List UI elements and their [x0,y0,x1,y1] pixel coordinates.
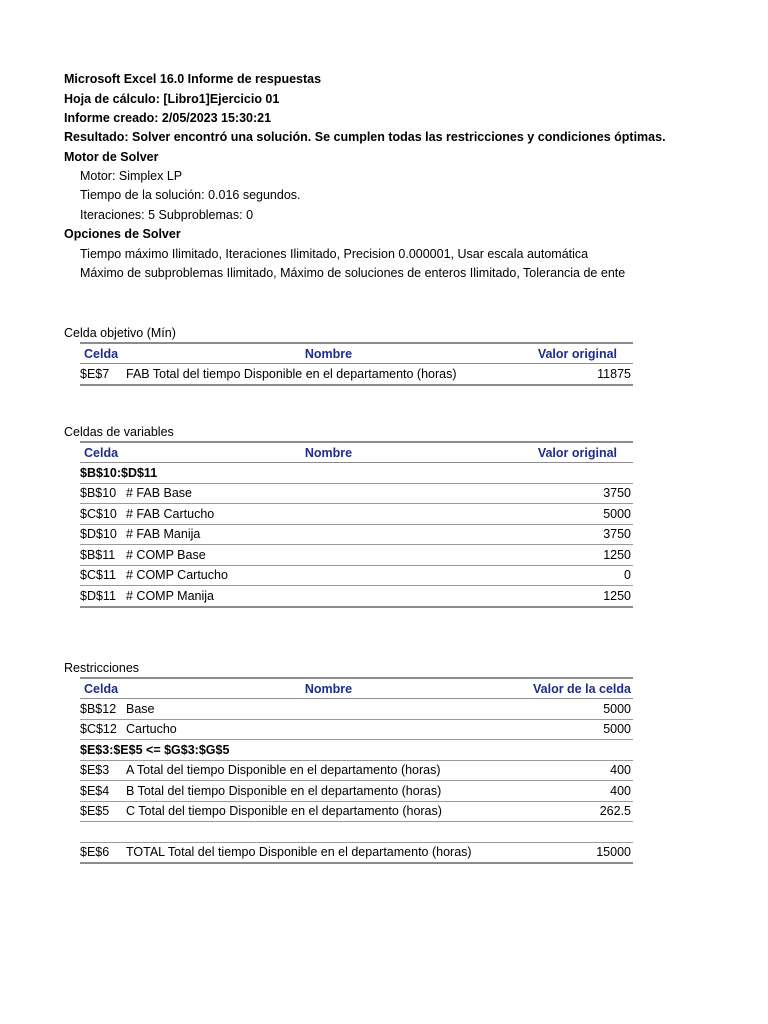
solver-result: Resultado: Solver encontró una solución. Se cumplen todas las restricciones y condiciones óptimas. [64,130,666,144]
cell-value: 5000 [533,719,633,740]
table-row [80,504,633,525]
table-row [80,719,633,740]
cell-value: 0 [533,565,633,586]
cell-name: # FAB Cartucho [124,504,533,525]
cell-name: # COMP Cartucho [124,565,533,586]
table-row [80,760,633,781]
column-header-valor: Valor de la celda [533,678,633,699]
engine-motor: Motor: Simplex LP [80,169,183,183]
cell-value: 262.5 [533,801,633,822]
cell-name: Cartucho [124,719,533,740]
cell-ref: $C$10 [80,504,124,525]
constraints-section-title: Restricciones [64,661,140,675]
cell-ref: $E$4 [80,781,124,802]
cell-ref: $B$11 [80,545,124,566]
table-row [80,483,633,504]
cell-ref: $E$7 [80,364,124,385]
cell-ref: $C$11 [80,565,124,586]
cell-name: # COMP Manija [124,586,533,607]
group-range: $E$3:$E$5 <= $G$3:$G$5 [80,740,633,761]
table-row [80,781,633,802]
table-row [80,586,633,607]
table-row [80,842,633,863]
constraints-table [80,677,633,864]
cell-value: 15000 [533,842,633,863]
column-header-nombre: Nombre [124,678,533,699]
cell-ref: $B$12 [80,699,124,720]
created-date: Informe creado: 2/05/2023 15:30:21 [64,111,272,125]
cell-ref: $E$3 [80,760,124,781]
variables-table [80,441,633,608]
table-row [80,524,633,545]
cell-value: 3750 [533,483,633,504]
cell-name: # FAB Base [124,483,533,504]
group-row [80,740,633,761]
table-row [80,545,633,566]
cell-value: 3750 [533,524,633,545]
column-header-nombre: Nombre [124,343,533,364]
cell-value: 11875 [533,364,633,385]
objective-table [80,342,633,386]
column-header-celda: Celda [80,343,124,364]
spacer-cell [80,822,633,843]
cell-name: C Total del tiempo Disponible en el departamento (horas) [124,801,533,822]
cell-name: FAB Total del tiempo Disponible en el departamento (horas) [124,364,533,385]
cell-ref: $D$10 [80,524,124,545]
cell-name: B Total del tiempo Disponible en el departamento (horas) [124,781,533,802]
variables-section-title: Celdas de variables [64,425,174,439]
cell-ref: $C$12 [80,719,124,740]
table-row [80,565,633,586]
objective-header-row [80,343,633,364]
engine-time: Tiempo de la solución: 0.016 segundos. [80,188,301,202]
options-line-2: Máximo de subproblemas Ilimitado, Máximo de soluciones de enteros Ilimitado, Tolerancia de ente [80,266,626,280]
spacer-row [80,822,633,843]
cell-value: 1250 [533,545,633,566]
group-range: $B$10:$D$11 [80,463,633,484]
objective-section-title: Celda objetivo (Mín) [64,326,176,340]
cell-value: 400 [533,760,633,781]
options-line-1: Tiempo máximo Ilimitado, Iteraciones Ilimitado, Precision 0.000001, Usar escala automática [80,247,589,261]
column-header-valor: Valor original [533,343,633,364]
cell-ref: $E$5 [80,801,124,822]
cell-name: A Total del tiempo Disponible en el departamento (horas) [124,760,533,781]
cell-ref: $D$11 [80,586,124,607]
cell-name: # FAB Manija [124,524,533,545]
column-header-valor: Valor original [533,442,633,463]
cell-value: 1250 [533,586,633,607]
cell-value: 400 [533,781,633,802]
cell-value: 5000 [533,699,633,720]
cell-name: TOTAL Total del tiempo Disponible en el departamento (horas) [124,842,533,863]
table-row [80,699,633,720]
table-row [80,801,633,822]
cell-name: Base [124,699,533,720]
engine-heading: Motor de Solver [64,150,159,164]
cell-ref: $B$10 [80,483,124,504]
options-heading: Opciones de Solver [64,227,181,241]
engine-iterations: Iteraciones: 5 Subproblemas: 0 [80,208,254,222]
variables-header-row [80,442,633,463]
sheet-name: Hoja de cálculo: [Libro1]Ejercicio 01 [64,92,280,106]
cell-name: # COMP Base [124,545,533,566]
table-row [80,364,633,385]
column-header-celda: Celda [80,678,124,699]
constraints-header-row [80,678,633,699]
column-header-celda: Celda [80,442,124,463]
report-title: Microsoft Excel 16.0 Informe de respuestas [64,72,322,86]
group-row [80,463,633,484]
cell-value: 5000 [533,504,633,525]
cell-ref: $E$6 [80,842,124,863]
column-header-nombre: Nombre [124,442,533,463]
